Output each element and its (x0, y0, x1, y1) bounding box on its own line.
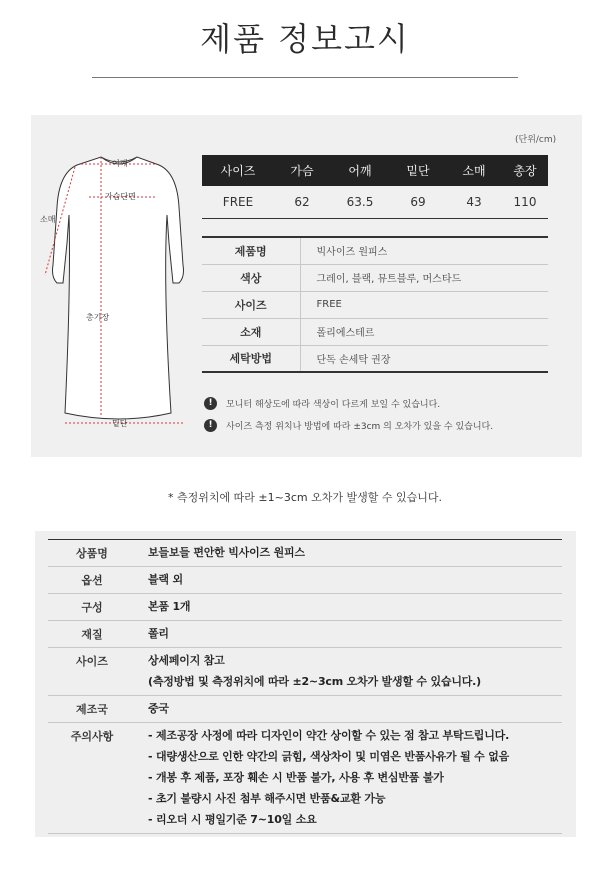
size-header-cell: 밑단 (390, 155, 446, 186)
spec-label: 주의사항 (70, 730, 114, 743)
spec-value-line: - 개봉 후 제품, 포장 훼손 시 반품 불가, 사용 후 변심반품 불가 (148, 771, 444, 784)
spec-label: 옵션 (81, 574, 103, 587)
spec-row (48, 594, 562, 621)
page-title: 제품 정보고시 (200, 20, 410, 58)
size-notice (204, 419, 493, 432)
info-label: 제품명 (202, 237, 300, 264)
info-row (202, 264, 548, 291)
size-cell: 63.5 (330, 186, 390, 218)
size-header-cell: 가슴 (274, 155, 330, 186)
spec-value-line: 보들보들 편안한 빅사이즈 원피스 (148, 546, 305, 559)
notice-text: 사이즈 측정 위치나 방법에 따라 ±3cm 의 오차가 있을 수 있습니다. (226, 422, 494, 432)
spec-row (48, 696, 562, 723)
size-header-cell: 총장 (502, 155, 548, 186)
size-cell: 43 (446, 186, 502, 218)
spec-value-line: 중국 (148, 702, 169, 715)
size-cell: FREE (202, 186, 274, 218)
spec-value (136, 723, 562, 833)
spec-row (48, 723, 562, 834)
size-cell: 62 (274, 186, 330, 218)
spec-value-line: 블랙 외 (148, 573, 183, 586)
spec-row (48, 621, 562, 648)
info-value: 빅사이즈 원피스 (300, 237, 548, 264)
spec-table (48, 539, 562, 834)
exclamation-icon: ! (204, 397, 217, 410)
spec-value (136, 696, 562, 722)
size-header-cell: 소매 (446, 155, 502, 186)
exclamation-icon: ! (204, 419, 217, 432)
info-label: 색상 (202, 264, 300, 291)
info-value: 단독 손세탁 권장 (300, 345, 548, 372)
info-label: 소재 (202, 318, 300, 345)
info-row (202, 237, 548, 264)
unit-label: (단위/cm) (515, 135, 557, 145)
size-table-header-row (202, 155, 548, 186)
title-divider (92, 77, 518, 78)
shoulder-label: 어깨 (112, 159, 128, 168)
spec-label: 재질 (81, 628, 103, 641)
hem-label: 밑단 (112, 419, 128, 428)
spec-row (48, 540, 562, 567)
tolerance-note: * 측정위치에 따라 ±1~3cm 오차가 발생할 수 있습니다. (168, 491, 442, 504)
product-info-table (202, 236, 548, 373)
chest-label: 가슴단면 (105, 192, 136, 201)
size-header-cell: 어깨 (330, 155, 390, 186)
spec-value-line: - 대량생산으로 인한 약간의 긁힘, 색상차이 및 미염은 반품사유가 될 수 없음 (148, 750, 510, 763)
spec-label: 상품명 (76, 547, 108, 560)
size-cell: 69 (390, 186, 446, 218)
spec-label: 구성 (81, 601, 103, 614)
sleeve-label: 소매 (40, 215, 56, 224)
spec-row (48, 648, 562, 696)
spec-value-line: 상세페이지 참고 (148, 654, 225, 667)
spec-value-line: - 초기 불량시 사진 첨부 해주시면 반품&교환 가능 (148, 792, 386, 805)
spec-value-line: - 제조공장 사정에 따라 디자인이 약간 상이할 수 있는 점 참고 부탁드립니다. (148, 729, 510, 742)
info-row (202, 345, 548, 372)
spec-value (136, 621, 562, 647)
size-table-row (202, 186, 548, 218)
info-label: 사이즈 (202, 291, 300, 318)
notice-text: 모니터 해상도에 따라 색상이 다르게 보일 수 있습니다. (226, 400, 441, 410)
spec-value-line: 폴리 (148, 627, 169, 640)
info-row (202, 291, 548, 318)
spec-label: 제조국 (76, 703, 108, 716)
size-cell: 110 (502, 186, 548, 218)
spec-row (48, 567, 562, 594)
info-value: FREE (300, 291, 548, 318)
spec-value (136, 567, 562, 593)
info-value: 그레이, 블랙, 뮤트블루, 머스타드 (300, 264, 548, 291)
info-label: 세탁방법 (202, 345, 300, 372)
info-row (202, 318, 548, 345)
spec-value (136, 648, 562, 695)
spec-value (136, 540, 562, 566)
size-header-cell: 사이즈 (202, 155, 274, 186)
spec-value-line: (측정방법 및 측정위치에 따라 ±2~3cm 오차가 발생할 수 있습니다.) (148, 675, 481, 688)
spec-value (136, 594, 562, 620)
length-label: 총기장 (86, 313, 110, 322)
color-notice (204, 397, 440, 410)
spec-value-line: - 리오더 시 평일기준 7~10일 소요 (148, 813, 317, 826)
spec-label: 사이즈 (76, 655, 108, 668)
spec-value-line: 본품 1개 (148, 600, 191, 613)
size-table (202, 155, 548, 219)
info-value: 폴리에스테르 (300, 318, 548, 345)
